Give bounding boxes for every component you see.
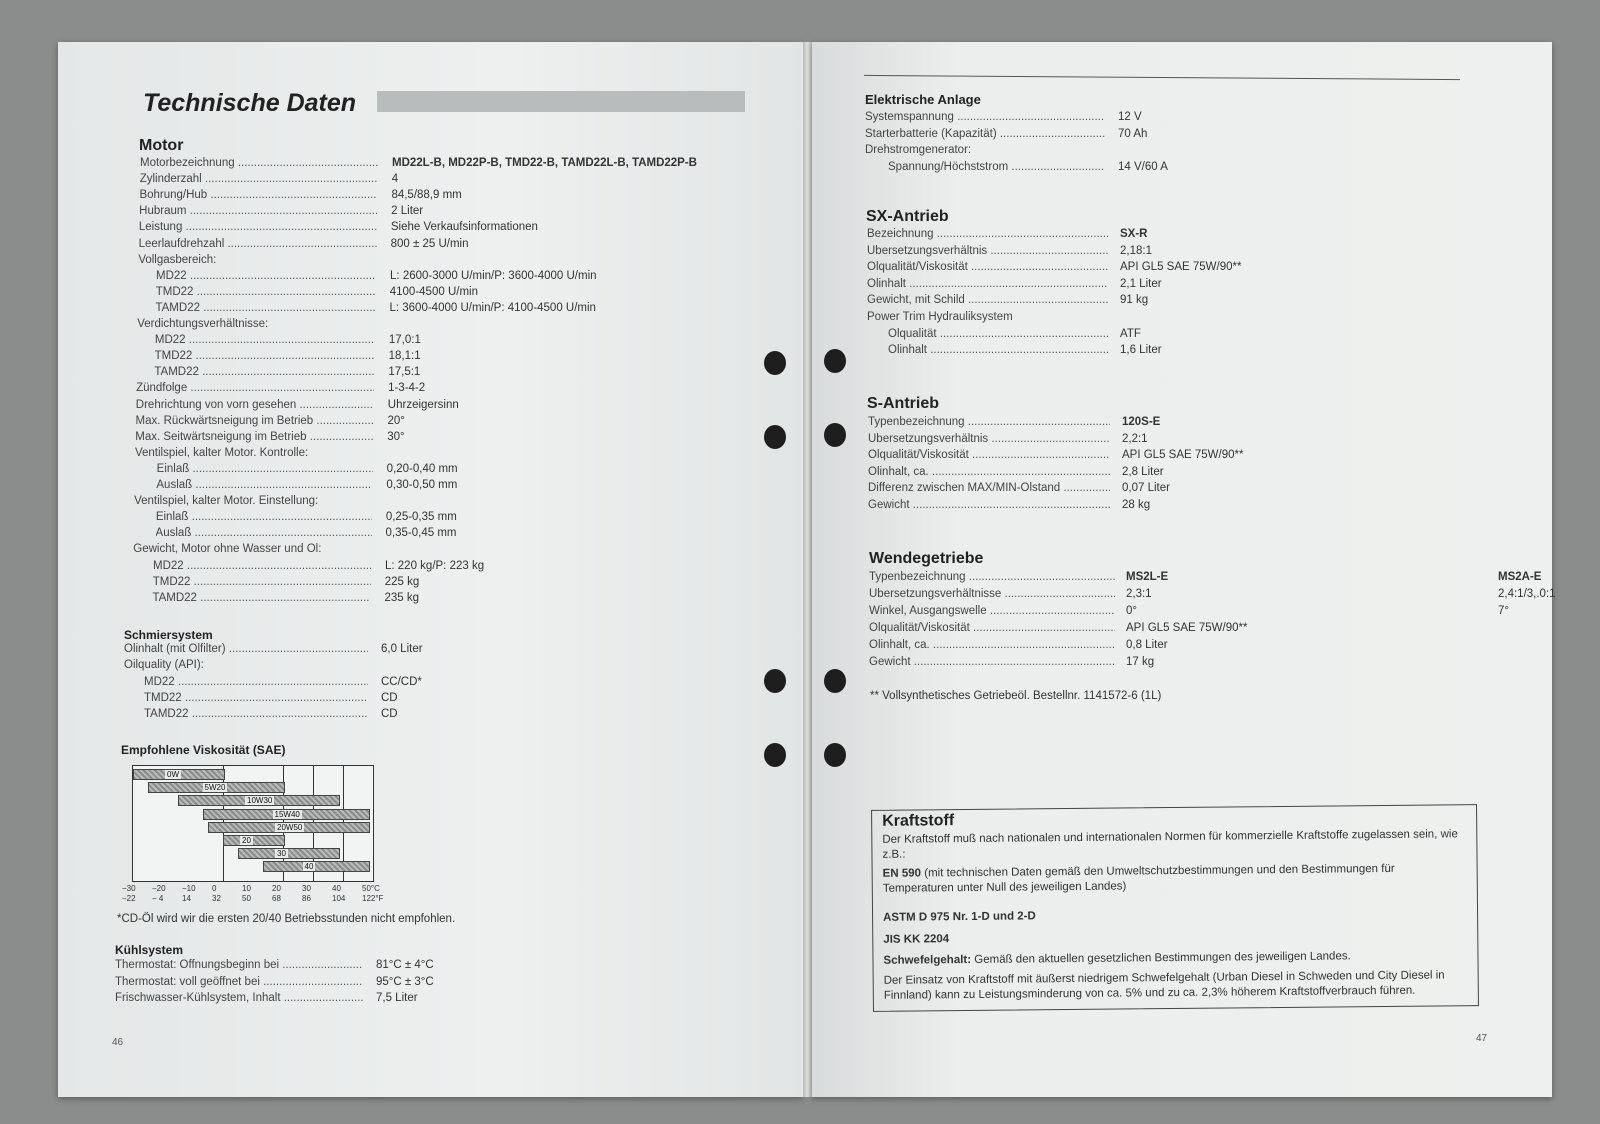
spec-value: API GL5 SAE 75W/90** [1126,622,1248,634]
viscosity-bar-label: 10W30 [247,796,273,806]
spec-value: 1,6 Liter [1120,344,1162,357]
spec-label: Ventilspiel, kalter Motor. Kontrolle: [134,446,309,459]
kraftstoff-astm: ASTM D 975 Nr. 1-D und 2-D [883,910,1036,924]
spec-label: Übersetzungsverhältnis ..... [867,245,1108,257]
viscosity-bar [238,848,340,859]
spec-label: Ölinhalt ..... [888,344,1108,356]
spec-value: 6,0 Liter [381,643,423,655]
viscosity-footnote: *CD-Öl wird wir die ersten 20/40 Betriebsstunden nicht empfohlen. [117,913,456,925]
spec-label: Systemspannung ..... [865,111,1105,123]
punch-hole [824,669,846,693]
spec-label: Motorbezeichnung ..... [140,157,378,169]
fahrenheit-tick: 14 [182,894,191,903]
spec-value: 0,30-0,50 mm [386,479,458,491]
punch-hole [764,425,786,449]
page-number-left: 46 [112,1037,124,1048]
wendegetriebe-footnote: ** Vollsynthetisches Getriebeöl. Bestellnr. 1141572-6 (1L) [870,690,1162,702]
kraftstoff-box [871,804,1479,1012]
kraftstoff-en590 [883,861,1468,897]
spec-value: 120S-E [1122,416,1161,428]
s-antrieb-heading: S-Antrieb [867,395,939,412]
spec-label: Ölinhalt ..... [867,278,1108,290]
kraftstoff-jis: JIS KK 2204 [883,933,950,946]
spec-value: 1-3-4-2 [388,382,426,395]
spec-label: Zylinderzahl ..... [140,173,378,185]
spec-label: Ölqualität/Viskosität ..... [869,622,1115,634]
punch-hole [824,349,846,373]
spec-value: 0,35-0,45 mm [385,527,457,540]
spec-label: Ölqualität/Viskosität ..... [868,449,1110,461]
spec-value: 2,3:1 [1126,588,1152,600]
spec-value: 7,5 Liter [376,992,418,1004]
spec-label: Starterbatterie (Kapazität) ..... [865,128,1105,140]
fahrenheit-tick: 68 [272,894,281,903]
spec-label: MD22 ..... [155,334,375,346]
spec-label: Thermostat: Öffnungsbeginn bei ..... [115,959,363,971]
spec-value: 4 [391,173,399,186]
spec-label: Verdichtungsverhältnisse: [137,318,269,330]
spec-value: 2,2:1 [1122,432,1148,445]
punch-hole [764,669,786,693]
spec-value: L: 3600-4000 U/min/P: 4100-4500 U/min [389,301,596,314]
spec-label: Ventilspiel, kalter Motor. Einstellung: [134,495,319,508]
kraftstoff-heading: Kraftstoff [882,812,955,830]
fahrenheit-tick: 50 [242,894,251,903]
spec-value: 0,07 Liter [1122,482,1170,495]
spec-label: Ölinhalt (mit Ölfilter) ..... [124,643,368,655]
viscosity-bar-label: 30 [277,849,286,859]
spec-label: Max. Rückwärtsneigung im Betrieb ..... [136,415,374,427]
celsius-tick: −10 [182,884,196,893]
spec-label: Typenbezeichnung ..... [869,571,1115,583]
spec-label: Oilquality (API): [124,659,204,672]
spec-value: 235 kg [384,591,419,604]
celsius-tick: 10 [242,884,251,893]
spec-label: Gewicht, Motor ohne Wasser und Öl: [133,543,322,556]
celsius-tick: −20 [152,884,166,893]
spec-label: TMD22 ..... [155,350,375,362]
spec-value: 18,1:1 [388,350,421,363]
spec-value-2: 7° [1498,605,1509,617]
viscosity-bar [223,835,285,846]
spec-label: MD22 ..... [153,560,371,572]
celsius-tick: 50°C [362,884,380,893]
spec-value: 0° [1126,605,1137,617]
spec-value: 800 ± 25 U/min [390,237,469,250]
fahrenheit-tick: −22 [122,894,136,903]
spec-value: SX-R [1120,228,1148,240]
spec-label: MD22 ..... [144,676,368,688]
spec-value: MS2L-E [1126,571,1169,583]
spec-label: MD22 ..... [156,270,376,282]
spec-value: 81°C ± 4°C [376,959,434,971]
spec-value: API GL5 SAE 75W/90** [1122,449,1244,462]
spec-value: 70 Ah [1118,127,1148,140]
spec-label: Max. Seitwärtsneigung im Betrieb ..... [135,431,373,443]
spec-value: 17,5:1 [388,366,421,379]
spec-label: Übersetzungsverhältnisse ..... [869,588,1115,600]
celsius-tick: 20 [272,884,281,893]
spec-label: Frischwasser-Kühlsystem, Inhalt ..... [115,992,363,1004]
spec-label: Gewicht ..... [868,499,1110,511]
spec-label: Bezeichnung ..... [867,228,1108,240]
spec-label: Spannung/Höchststrom ..... [888,161,1105,173]
kraftstoff-intro: Der Kraftstoff muß nach nationalen und internationalen Normen für kommerzielle Kraftstoffe zugelassen sein, wie z.B.: [882,828,1458,861]
spec-label: TMD22 ..... [153,576,371,588]
spec-label: TAMD22 ..... [154,366,374,378]
spec-value: ATF [1120,327,1141,340]
spec-label: Drehrichtung von vorn gesehen ..... [136,399,374,411]
spec-value: CC/CD* [381,675,422,688]
en590-text: (mit technischen Daten gemäß den Umweltschutzbestimmungen und den Bestimmungen für Temperaturen unter Null des jeweiligen Landes) [882,862,1395,895]
spec-label: Hubraum ..... [139,205,377,217]
spec-label: Ölqualität/Viskosität ..... [867,261,1108,273]
spec-value: 84,5/88,9 mm [391,189,462,202]
spec-value: API GL5 SAE 75W/90** [1120,261,1242,274]
spec-value: 20° [387,414,405,427]
punch-hole [824,743,846,767]
celsius-tick: 0 [212,884,217,893]
spec-label: TMD22 ..... [144,692,368,704]
wendegetriebe-heading: Wendegetriebe [869,550,984,567]
spec-label: Leistung ..... [139,221,377,233]
spec-value: 0,25-0,35 mm [385,511,457,524]
kraftstoff-schwefel [883,948,1468,969]
spec-label: Auslaß ..... [156,527,372,539]
sx-antrieb-heading: SX-Antrieb [866,208,949,225]
spec-value-2: MS2A-E [1498,571,1542,583]
book-spine [803,42,812,1097]
viscosity-bar [178,795,340,806]
spec-label: TAMD22 ..... [152,592,370,604]
spec-value: Siehe Verkaufsinformationen [390,221,538,234]
celsius-tick: −30 [122,884,136,893]
spec-value: CD [381,691,398,704]
spec-value: 12 V [1118,111,1142,123]
spec-label: Auslaß ..... [156,479,372,491]
spec-label: Winkel, Ausgangswelle ..... [869,605,1115,617]
en590-label: EN 590 [882,867,922,880]
viscosity-bar [203,809,370,820]
motor-heading: Motor [139,137,184,154]
spec-label: Drehstromgenerator: [865,144,972,157]
spec-label: Übersetzungsverhältnis ..... [868,433,1110,445]
kraftstoff-einsatz: Der Einsatz von Kraftstoff mit äußerst niedrigem Schwefelgehalt (Urban Diesel in Schweden und City Diesel in Finnland) kann zu Leistungsminderung von ca. 5% und zu ca. 2,3% höherem Kraftstoffverbrauch führen. [883,969,1445,1002]
spec-label: Einlaß ..... [156,511,372,523]
punch-hole [764,351,786,375]
spec-label: TMD22 ..... [156,286,376,298]
spec-label: Gewicht ..... [869,656,1115,668]
spec-value: 2,8 Liter [1122,465,1164,478]
spec-value: 95°C ± 3°C [376,975,434,988]
viscosity-heading: Empfohlene Viskosität (SAE) [121,743,286,757]
spec-value: L: 2600-3000 U/min/P: 3600-4000 U/min [390,269,597,282]
fahrenheit-tick: 86 [302,894,311,903]
schwefel-label: Schwefelgehalt: [883,953,972,967]
schmiersystem-heading: Schmiersystem [124,628,213,642]
punch-hole [824,423,846,447]
spec-value: L: 220 kg/P: 223 kg [385,559,485,572]
viscosity-bar-label: 15W40 [274,809,300,819]
viscosity-bar [263,861,370,872]
title-bar [377,91,745,112]
kuehlsystem-heading: Kühlsystem [115,943,184,957]
spec-value: 2,1 Liter [1120,277,1162,290]
spec-label: Typenbezeichnung ..... [868,416,1110,428]
spec-value: 30° [387,430,405,443]
fahrenheit-tick: 122°F [362,894,384,903]
spec-label: TAMD22 ..... [144,708,368,720]
fahrenheit-tick: 104 [332,894,346,903]
spec-value: 28 kg [1122,499,1151,511]
spec-label: Zündfolge ..... [136,382,374,394]
celsius-tick: 30 [302,884,311,893]
viscosity-chart [132,765,374,882]
spec-label: Vollgasbereich: [138,253,217,266]
spec-value: 0,20-0,40 mm [386,462,458,475]
celsius-tick: 40 [332,884,341,893]
spec-label: TAMD22 ..... [155,302,375,314]
viscosity-bar-label: 5W20 [204,783,226,793]
viscosity-bar [133,769,225,780]
spec-label: Ölinhalt, ca. ..... [869,639,1115,651]
spec-label: Leerlaufdrehzahl ..... [139,238,377,250]
spec-value: 17,0:1 [388,334,421,347]
schwefel-text: Gemäß den aktuellen gesetzlichen Bestimmungen des jeweiligen Landes. [970,950,1351,966]
spec-label: Einlaß ..... [157,463,373,475]
page-number-right: 47 [1476,1033,1488,1044]
spec-value: Uhrzeigersinn [387,398,459,411]
viscosity-bar-label: 0W [167,770,179,779]
spec-label: Bohrung/Hub ..... [139,189,377,201]
punch-hole [764,743,786,767]
viscosity-bar-label: 20 [242,836,251,845]
page-title: Technische Daten [143,89,357,117]
spec-value: 14 V/60 A [1118,160,1168,173]
spec-label: Gewicht, mit Schild ..... [867,294,1108,306]
spec-value-2: 2,4:1/3,.0:1 [1498,588,1556,600]
spec-label: Power Trim Hydrauliksystem [867,311,1013,323]
spec-label: Ölinhalt, ca. ..... [868,466,1110,478]
spec-label: Ölqualität ..... [888,328,1108,340]
spec-value: MD22L-B, MD22P-B, TMD22-B, TAMD22L-B, TAMD22P-B [392,157,697,169]
spec-value: 17 kg [1126,656,1155,668]
fahrenheit-tick: − 4 [152,894,164,903]
viscosity-bar-label: 40 [304,862,314,872]
spec-label: Differenz zwischen MAX/MIN-Ölstand ..... [868,482,1110,494]
fahrenheit-tick: 32 [212,894,221,903]
spec-value: 225 kg [384,575,420,588]
spec-value: CD [381,708,398,721]
spec-label: Thermostat: voll geöffnet bei ..... [115,976,363,988]
viscosity-bar [148,782,285,793]
spec-value: 2 Liter [391,205,424,218]
spec-value: 91 kg [1120,294,1149,307]
spec-value: 0,8 Liter [1126,639,1168,651]
viscosity-bar-label: 20W50 [277,822,303,832]
spec-value: 2,18:1 [1120,244,1152,257]
elektrische-anlage-heading: Elektrische Anlage [865,92,981,107]
viscosity-bar [208,822,370,833]
spec-value: 4100-4500 U/min [389,285,478,298]
